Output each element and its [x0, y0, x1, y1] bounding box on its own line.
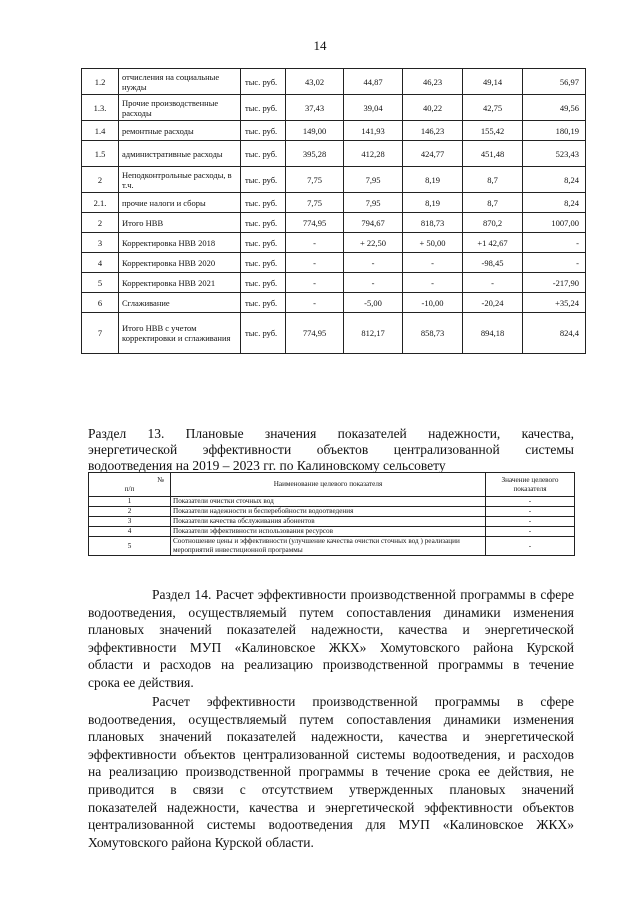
indicator-number: 5: [89, 537, 171, 556]
row-number: 4: [82, 253, 119, 273]
row-value: 774,95: [286, 313, 344, 354]
row-value: + 22,50: [344, 233, 403, 253]
table-row: [82, 121, 586, 141]
row-number: 1.4: [82, 121, 119, 141]
row-value: 43,02: [286, 69, 344, 95]
row-value: 412,28: [344, 141, 403, 167]
table-row: [89, 517, 575, 527]
row-unit: тыс. руб.: [241, 213, 286, 233]
paragraph-line: приводится в связи с отсутствием утвержденных плановых значений: [88, 781, 574, 797]
section-13-heading: [88, 426, 574, 474]
row-value: 42,75: [463, 95, 523, 121]
table-row: [82, 213, 586, 233]
section-14-paragraph: [88, 586, 574, 692]
header-num-bottom: п/п: [124, 484, 135, 493]
row-value: -: [286, 293, 344, 313]
header-value: Значение целевого показателя: [486, 473, 575, 497]
target-indicators-table: [88, 472, 575, 556]
row-value: 424,77: [403, 141, 463, 167]
table-row: [82, 193, 586, 213]
row-name: Итого НВВ: [119, 213, 241, 233]
table-row: [89, 537, 575, 556]
table-row: [82, 313, 586, 354]
row-value: + 50,00: [403, 233, 463, 253]
row-unit: тыс. руб.: [241, 313, 286, 354]
table-row: [82, 95, 586, 121]
row-value: -: [523, 233, 586, 253]
row-value: 824,4: [523, 313, 586, 354]
paragraph-line: показателей надежности, качества и энергетической эффективности объектов: [88, 799, 574, 815]
row-name: ремонтные расходы: [119, 121, 241, 141]
row-value: 858,73: [403, 313, 463, 354]
expenses-table: [81, 68, 586, 354]
explanation-paragraph: [88, 693, 574, 851]
paragraph-line: Раздел 14. Расчет эффективности производственной программы в сфере: [152, 587, 574, 602]
row-name: Корректировка НВВ 2021: [119, 273, 241, 293]
row-value: 7,75: [286, 193, 344, 213]
paragraph-line: централизованной системы водоотведения для МУП «Калиновское ЖКХ»: [88, 817, 574, 833]
row-value: 523,43: [523, 141, 586, 167]
row-value: 8,19: [403, 193, 463, 213]
indicator-value: -: [486, 507, 575, 517]
row-value: 774,95: [286, 213, 344, 233]
indicator-name: Показатели надежности и бесперебойности водоотведения: [171, 507, 486, 517]
row-value: 40,22: [403, 95, 463, 121]
paragraph-line: области и расходов на реализацию производственной программы в течение: [88, 657, 574, 673]
indicator-name: Показатели качества обслуживания абонентов: [171, 517, 486, 527]
row-number: 7: [82, 313, 119, 354]
indicator-name: Соотношение цены и эффективности (улучшение качества очистки сточных вод ) реализации мероприятий инвестиционной программы: [171, 537, 486, 556]
row-number: 1.3.: [82, 95, 119, 121]
paragraph-line: водоотведения, осуществляемый путем сопоставления динамики изменения: [88, 711, 574, 727]
row-unit: тыс. руб.: [241, 121, 286, 141]
table-row: [82, 167, 586, 193]
row-value: -: [403, 253, 463, 273]
row-unit: тыс. руб.: [241, 273, 286, 293]
row-value: 812,17: [344, 313, 403, 354]
row-value: 870,2: [463, 213, 523, 233]
row-value: 894,18: [463, 313, 523, 354]
indicator-number: 1: [89, 497, 171, 507]
row-value: +35,24: [523, 293, 586, 313]
indicator-value: -: [486, 497, 575, 507]
indicator-value: -: [486, 527, 575, 537]
row-unit: тыс. руб.: [241, 141, 286, 167]
table-row: [89, 507, 575, 517]
row-value: -: [286, 233, 344, 253]
row-value: 7,95: [344, 193, 403, 213]
row-number: 5: [82, 273, 119, 293]
row-value: 149,00: [286, 121, 344, 141]
row-unit: тыс. руб.: [241, 293, 286, 313]
paragraph-line: эффективности МУП «Калиновское ЖКХ» Хомутовского района Курской: [88, 639, 574, 655]
row-value: 794,67: [344, 213, 403, 233]
paragraph-line: плановых значений показателей надежности, качества и энергетической: [88, 622, 574, 638]
row-value: -5,00: [344, 293, 403, 313]
row-name: отчисления на социальные нужды: [119, 69, 241, 95]
paragraph-line: Хомутовского района Курской области.: [88, 834, 314, 850]
page-number: 14: [313, 38, 327, 53]
row-value: -: [286, 253, 344, 273]
row-name: Прочие производственные расходы: [119, 95, 241, 121]
row-value: 395,28: [286, 141, 344, 167]
table-row: [89, 527, 575, 537]
paragraph-line: Расчет эффективности производственной программы в сфере: [152, 694, 574, 709]
row-value: 155,42: [463, 121, 523, 141]
section-13-line-3: водоотведения на 2019 – 2023 гг. по Калиновскому сельсовету: [88, 458, 446, 473]
row-name: Сглаживание: [119, 293, 241, 313]
row-value: 39,04: [344, 95, 403, 121]
row-value: -: [463, 273, 523, 293]
indicator-number: 3: [89, 517, 171, 527]
row-unit: тыс. руб.: [241, 95, 286, 121]
row-name: прочие налоги и сборы: [119, 193, 241, 213]
indicator-number: 2: [89, 507, 171, 517]
row-value: 44,87: [344, 69, 403, 95]
row-value: 451,48: [463, 141, 523, 167]
row-number: 1.2: [82, 69, 119, 95]
row-value: 46,23: [403, 69, 463, 95]
row-value: 8,7: [463, 193, 523, 213]
row-value: -10,00: [403, 293, 463, 313]
table-row: [82, 233, 586, 253]
row-value: -: [344, 253, 403, 273]
row-unit: тыс. руб.: [241, 253, 286, 273]
row-unit: тыс. руб.: [241, 193, 286, 213]
row-value: 146,23: [403, 121, 463, 141]
row-value: -: [523, 253, 586, 273]
header-num-top: №: [157, 475, 164, 484]
row-value: 8,19: [403, 167, 463, 193]
row-name: Итого НВВ с учетом корректировки и сглаживания: [119, 313, 241, 354]
header-num: [89, 473, 171, 497]
paragraph-line: плановых значений показателей надежности, качества и энергетической: [88, 729, 574, 745]
paragraph-line: эффективности объектов централизованной системы водоотведения, и расходов: [88, 746, 574, 762]
paragraph-line: на реализацию производственной программы в течение срока ее действия, не: [88, 764, 574, 780]
header-name: Наименование целевого показателя: [171, 473, 486, 497]
table-header-row: [89, 473, 575, 497]
table-row: [82, 293, 586, 313]
indicator-number: 4: [89, 527, 171, 537]
row-value: -: [286, 273, 344, 293]
row-value: +1 42,67: [463, 233, 523, 253]
row-value: 180,19: [523, 121, 586, 141]
table-row: [82, 69, 586, 95]
row-name: Корректировка НВВ 2018: [119, 233, 241, 253]
row-value: 56,97: [523, 69, 586, 95]
row-value: 7,95: [344, 167, 403, 193]
table-row: [82, 273, 586, 293]
row-number: 2.1.: [82, 193, 119, 213]
row-value: 8,7: [463, 167, 523, 193]
section-13-line-2: энергетической эффективности объектов централизованной системы: [88, 442, 574, 457]
section-13-line-1: Раздел 13. Плановые значения показателей надежности, качества,: [88, 426, 574, 441]
row-number: 2: [82, 167, 119, 193]
row-value: -98,45: [463, 253, 523, 273]
row-number: 3: [82, 233, 119, 253]
row-value: 37,43: [286, 95, 344, 121]
row-name: Неподконтрольные расходы, в т.ч.: [119, 167, 241, 193]
indicator-name: Показатели очистки сточных вод: [171, 497, 486, 507]
row-number: 1.5: [82, 141, 119, 167]
indicator-name: Показатели эффективности использования ресурсов: [171, 527, 486, 537]
table-row: [82, 141, 586, 167]
row-unit: тыс. руб.: [241, 69, 286, 95]
indicator-value: -: [486, 517, 575, 527]
row-value: 141,93: [344, 121, 403, 141]
row-number: 6: [82, 293, 119, 313]
row-value: 1007,00: [523, 213, 586, 233]
row-value: -: [403, 273, 463, 293]
table-row: [89, 497, 575, 507]
row-value: 7,75: [286, 167, 344, 193]
row-unit: тыс. руб.: [241, 233, 286, 253]
indicator-value: -: [486, 537, 575, 556]
row-value: 49,14: [463, 69, 523, 95]
row-name: Корректировка НВВ 2020: [119, 253, 241, 273]
row-value: -217,90: [523, 273, 586, 293]
paragraph-line: водоотведения, осуществляемый путем сопоставления динамики изменения: [88, 604, 574, 620]
row-value: 818,73: [403, 213, 463, 233]
row-name: административные расходы: [119, 141, 241, 167]
row-value: -20,24: [463, 293, 523, 313]
row-number: 2: [82, 213, 119, 233]
paragraph-line: срока ее действия.: [88, 674, 194, 690]
row-value: -: [344, 273, 403, 293]
row-unit: тыс. руб.: [241, 167, 286, 193]
row-value: 8,24: [523, 193, 586, 213]
table-row: [82, 253, 586, 273]
row-value: 8,24: [523, 167, 586, 193]
row-value: 49,56: [523, 95, 586, 121]
